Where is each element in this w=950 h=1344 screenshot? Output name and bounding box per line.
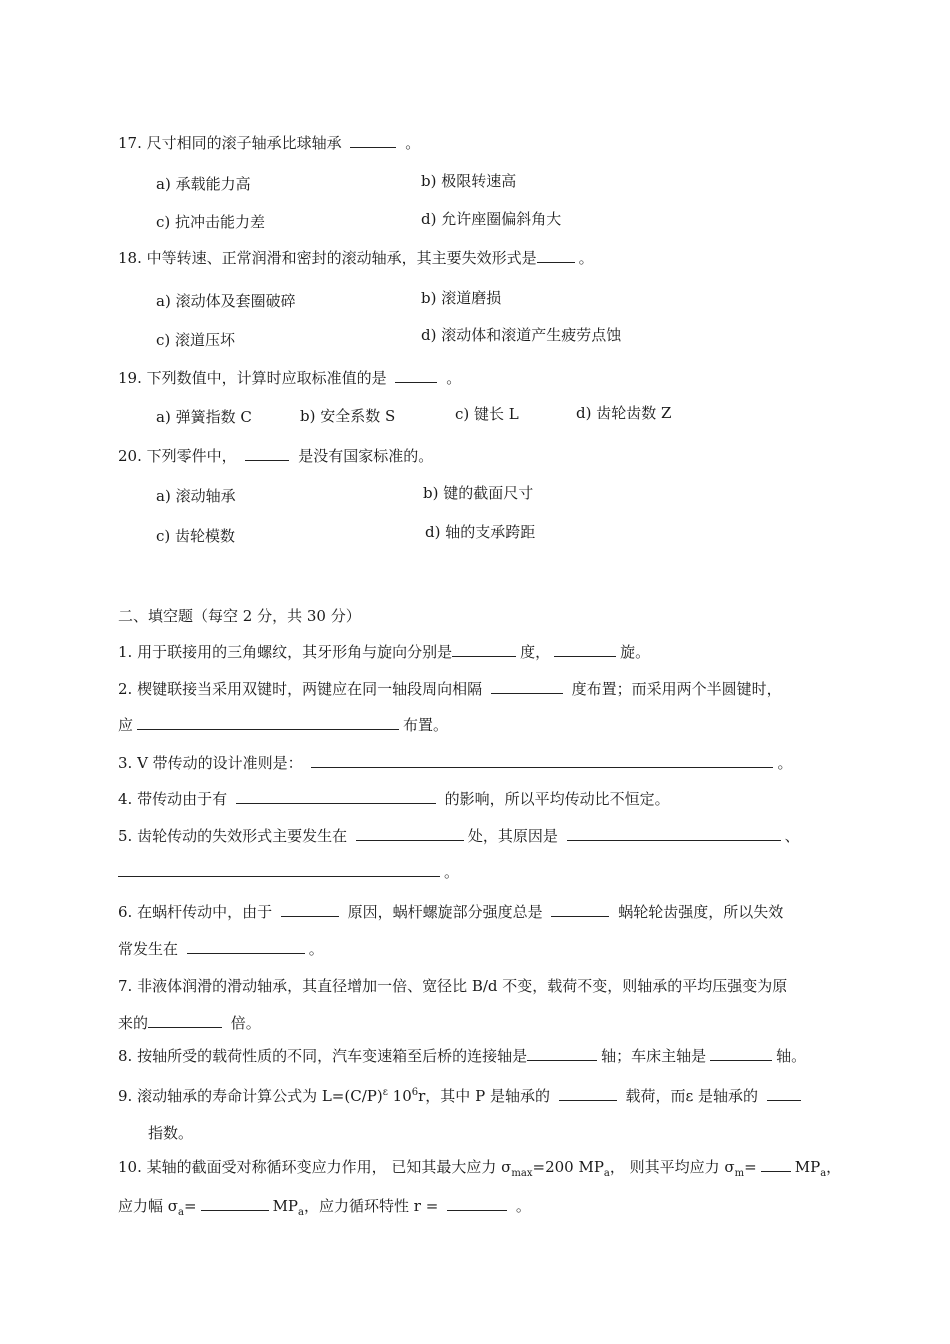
- answer-blank[interactable]: [187, 939, 305, 954]
- fill-6-text-4: 常发生在: [118, 940, 179, 958]
- option-19a: a) 弹簧指数 C: [156, 408, 252, 426]
- option-18d: d) 滚动体和滚道产生疲劳点蚀: [421, 326, 622, 344]
- question-17: [118, 133, 420, 153]
- fill-5-text: 5. 齿轮传动的失效形式主要发生在: [118, 827, 348, 845]
- answer-blank[interactable]: [767, 1086, 801, 1101]
- fill-8: [118, 1046, 806, 1066]
- fill-10-text-10: ，应力循环特性 r =: [303, 1197, 439, 1215]
- fill-5: [118, 826, 800, 846]
- answer-blank[interactable]: [452, 642, 516, 657]
- fill-4: [118, 789, 670, 809]
- subscript: m: [734, 1168, 745, 1179]
- answer-blank[interactable]: [527, 1046, 597, 1061]
- fill-10-cont: [118, 1196, 531, 1223]
- answer-blank[interactable]: [491, 679, 563, 694]
- answer-blank[interactable]: [554, 642, 616, 657]
- fill-4-text-2: 的影响，所以平均传动比不恒定。: [444, 790, 670, 808]
- fill-10-text-3: ， 则其平均应力 σ: [609, 1158, 735, 1176]
- fill-8-text-3: 轴。: [776, 1047, 807, 1065]
- fill-10-text-2: =200 MP: [532, 1158, 604, 1176]
- fill-9-text: 9. 滚动轴承的寿命计算公式为 L=(C/P): [118, 1087, 383, 1105]
- option-19b: b) 安全系数 S: [300, 407, 396, 425]
- option-17c: c) 抗冲击能力差: [156, 213, 266, 231]
- answer-blank[interactable]: [356, 826, 464, 841]
- answer-blank[interactable]: [118, 862, 440, 877]
- fill-7: [118, 976, 787, 996]
- fill-6-cont: [118, 939, 324, 959]
- fill-7-cont: [118, 1013, 261, 1033]
- subscript: a: [298, 1207, 304, 1218]
- fill-3-text: 3. V 带传动的设计准则是：: [118, 754, 303, 772]
- answer-blank[interactable]: [559, 1086, 617, 1101]
- answer-blank[interactable]: [281, 902, 339, 917]
- question-19-stem: 19. 下列数值中，计算时应取标准值的是: [118, 369, 387, 387]
- option-18a: a) 滚动体及套圈破碎: [156, 292, 296, 310]
- fill-5-text-3: 、: [784, 827, 800, 845]
- answer-blank[interactable]: [350, 133, 396, 148]
- fill-10-text-8: =: [183, 1197, 197, 1215]
- option-17a: a) 承载能力高: [156, 175, 251, 193]
- fill-8-text-2: 轴；车床主轴是: [601, 1047, 707, 1065]
- option-20d: d) 轴的支承跨距: [425, 523, 536, 541]
- option-18b: b) 滚道磨损: [421, 289, 502, 307]
- fill-1-text-3: 旋。: [620, 643, 651, 661]
- option-20a: a) 滚动轴承: [156, 487, 236, 505]
- fill-7-text-3: 倍。: [230, 1014, 261, 1032]
- answer-blank[interactable]: [710, 1046, 772, 1061]
- question-18-end: 。: [578, 249, 594, 267]
- answer-blank[interactable]: [201, 1196, 269, 1211]
- fill-6-text: 6. 在蜗杆传动中，由于: [118, 903, 273, 921]
- answer-blank[interactable]: [137, 715, 399, 730]
- answer-blank[interactable]: [395, 368, 437, 383]
- fill-9-text-5: 指数。: [148, 1124, 194, 1142]
- fill-7-text: 7. 非液体润滑的滑动轴承，其直径增加一倍、宽径比 B/d 不变，载荷不变，则轴承的平均压强变为原: [118, 977, 788, 995]
- fill-10-text-4: =: [744, 1158, 757, 1176]
- fill-2-text-4: 布置。: [403, 716, 449, 734]
- fill-6-text-2: 原因，蜗杆螺旋部分强度总是: [347, 903, 543, 921]
- answer-blank[interactable]: [311, 753, 773, 768]
- fill-10-text-11: 。: [515, 1197, 531, 1215]
- option-20b: b) 键的截面尺寸: [423, 484, 534, 502]
- question-20-end: 是没有国家标准的。: [298, 447, 434, 465]
- fill-3-text-2: 。: [777, 754, 793, 772]
- answer-blank[interactable]: [148, 1013, 222, 1028]
- option-19d: d) 齿轮齿数 Z: [576, 404, 672, 422]
- fill-4-text: 4. 带传动由于有: [118, 790, 228, 808]
- fill-10: [118, 1157, 841, 1184]
- subscript: a: [820, 1168, 827, 1179]
- fill-2-text-2: 度布置；而采用两个半圆键时，: [571, 680, 782, 698]
- answer-blank[interactable]: [447, 1196, 507, 1211]
- fill-9-text-2: 10: [387, 1087, 412, 1105]
- answer-blank[interactable]: [551, 902, 609, 917]
- subscript: max: [511, 1168, 533, 1179]
- answer-blank[interactable]: [245, 446, 289, 461]
- option-19c: c) 键长 L: [455, 405, 519, 423]
- fill-1-text-2: 度，: [520, 643, 551, 661]
- fill-10-text-9: MP: [272, 1197, 299, 1215]
- question-19: [118, 368, 461, 388]
- answer-blank[interactable]: [537, 248, 575, 263]
- option-18c: c) 滚道压坏: [156, 331, 236, 349]
- fill-7-text-2: 来的: [118, 1014, 149, 1032]
- fill-9-text-4: 载荷，而ε 是轴承的: [625, 1087, 759, 1105]
- fill-1-text: 1. 用于联接用的三角螺纹，其牙形角与旋向分别是: [118, 643, 453, 661]
- fill-6-text-3: 蜗轮轮齿强度，所以失效: [618, 903, 784, 921]
- fill-8-text: 8. 按轴所受的载荷性质的不同，汽车变速箱至后桥的连接轴是: [118, 1047, 528, 1065]
- question-19-end: 。: [446, 369, 462, 387]
- fill-10-text-7: 应力幅 σ: [118, 1197, 179, 1215]
- answer-blank[interactable]: [236, 789, 436, 804]
- option-17b: b) 极限转速高: [421, 172, 517, 190]
- subscript: a: [178, 1207, 184, 1218]
- fill-3: [118, 753, 792, 773]
- question-18: [118, 248, 594, 268]
- fill-10-text-5: MP: [794, 1158, 821, 1176]
- fill-10-text-6: ，: [826, 1158, 842, 1176]
- question-20: [118, 446, 433, 466]
- fill-5-text-2: 处，其原因是: [467, 827, 558, 845]
- subscript: a: [603, 1168, 610, 1179]
- fill-1: [118, 642, 650, 662]
- option-17d: d) 允许座圈偏斜角大: [421, 210, 562, 228]
- fill-9-text-3: r，其中 P 是轴承的: [418, 1087, 550, 1105]
- fill-2-cont: [118, 715, 448, 735]
- section-heading: 二、填空题（每空 2 分，共 30 分）: [118, 607, 361, 625]
- fill-5-cont: [118, 862, 459, 882]
- question-18-stem: 18. 中等转速、正常润滑和密封的滚动轴承，其主要失效形式是: [118, 249, 537, 267]
- fill-6: [118, 902, 783, 922]
- fill-2-text-3: 应: [118, 716, 134, 734]
- fill-2: [118, 679, 782, 699]
- fill-5-text-4: 。: [444, 863, 460, 881]
- option-20c: c) 齿轮模数: [156, 527, 236, 545]
- answer-blank[interactable]: [567, 826, 781, 841]
- fill-9: [118, 1083, 805, 1106]
- exponent: 6: [411, 1087, 419, 1098]
- question-17-stem: 17. 尺寸相同的滚子轴承比球轴承: [118, 134, 342, 152]
- fill-2-text: 2. 楔键联接当采用双键时，两键应在同一轴段周向相隔: [118, 680, 483, 698]
- exponent: ε: [382, 1087, 388, 1098]
- question-17-end: 。: [405, 134, 421, 152]
- question-20-stem: 20. 下列零件中，: [118, 447, 237, 465]
- answer-blank[interactable]: [761, 1157, 791, 1172]
- fill-9-cont: [148, 1123, 193, 1143]
- fill-10-text: 10. 某轴的截面受对称循环变应力作用， 已知其最大应力 σ: [118, 1158, 512, 1176]
- fill-6-text-5: 。: [308, 940, 324, 958]
